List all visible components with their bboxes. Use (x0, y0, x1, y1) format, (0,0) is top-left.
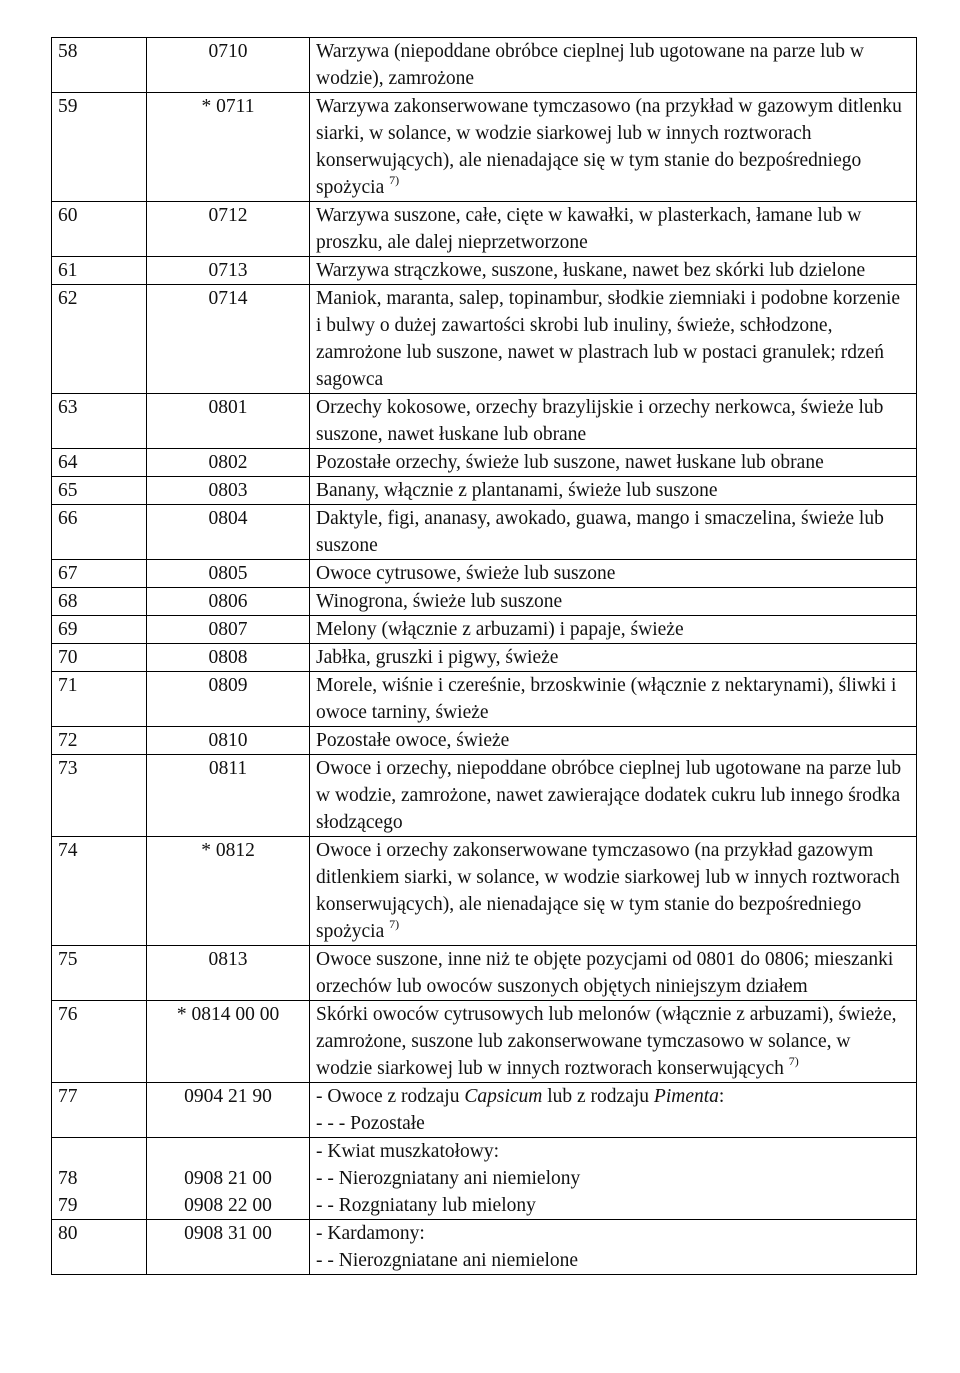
cn-code: 0811 (147, 755, 310, 837)
table-row-80 (52, 1220, 917, 1275)
table-row (52, 727, 917, 755)
table-row (52, 588, 917, 616)
table-row (52, 837, 917, 946)
table-row (52, 644, 917, 672)
group-header-capsicum: - Owoce z rodzaju Capsicum lub z rodzaju Pimenta: (316, 1086, 725, 1107)
table-row-77 (52, 1083, 917, 1138)
table-row-78-79 (52, 1138, 917, 1220)
row-description (310, 285, 917, 394)
group-item: - - Nierozgniatane ani niemielone (316, 1250, 579, 1271)
cn-code: 0712 (147, 202, 310, 257)
row-number: 65 (52, 477, 147, 505)
row-description (310, 755, 917, 837)
cn-code: 0802 (147, 449, 310, 477)
group-item: - - - Pozostałe (316, 1113, 425, 1134)
description-text: Jabłka, gruszki i pigwy, świeże (316, 647, 559, 668)
table-row (52, 93, 917, 202)
row-description (310, 477, 917, 505)
group-item: - - Nierozgniatany ani niemielony (316, 1168, 581, 1189)
description-text: Owoce cytrusowe, świeże lub suszone (316, 563, 616, 584)
row-description (310, 1220, 917, 1275)
row-number: 75 (52, 946, 147, 1001)
row-number: 72 (52, 727, 147, 755)
description-text: Morele, wiśnie i czereśnie, brzoskwinie (włącznie z nektarynami), śliwki i owoce tarniny, świeże (316, 675, 897, 723)
row-number: 61 (52, 257, 147, 285)
table-row (52, 946, 917, 1001)
row-description (310, 837, 917, 946)
row-number: 76 (52, 1001, 147, 1083)
group-header-cardamom: - Kardamony: (316, 1223, 425, 1244)
description-text: Warzywa strączkowe, suszone, łuskane, nawet bez skórki lub dzielone (316, 260, 866, 281)
cn-code: 0807 (147, 616, 310, 644)
table-row (52, 616, 917, 644)
cn-code: * 0814 00 00 (147, 1001, 310, 1083)
cn-code: * 0711 (147, 93, 310, 202)
description-text: Owoce i orzechy, niepoddane obróbce cieplnej lub ugotowane na parze lub w wodzie, zamrożone, nawet zawierające dodatek cukru lub innego środka słodzącego (316, 758, 902, 833)
table-row (52, 505, 917, 560)
row-description (310, 672, 917, 727)
row-number: 74 (52, 837, 147, 946)
row-description (310, 560, 917, 588)
description-text: Owoce i orzechy zakonserwowane tymczasowo (na przykład gazowym ditlenkiem siarki, w solance, w wodzie siarkowej lub w innych roztworach konserwujących), ale nienadające się w tym stanie do bezpośredniego spożycia (316, 840, 900, 942)
table-row (52, 477, 917, 505)
table-row (52, 1001, 917, 1083)
row-description (310, 202, 917, 257)
cn-code: 0803 (147, 477, 310, 505)
row-description (310, 588, 917, 616)
row-number: 63 (52, 394, 147, 449)
row-number: 69 (52, 616, 147, 644)
group-item: - - Rozgniatany lub mielony (316, 1195, 536, 1216)
table-row (52, 449, 917, 477)
row-description (310, 394, 917, 449)
row-number: 60 (52, 202, 147, 257)
cn-code: 0813 (147, 946, 310, 1001)
cn-code: 0804 (147, 505, 310, 560)
tariff-table (51, 37, 917, 1275)
cn-code: 0805 (147, 560, 310, 588)
table-row (52, 285, 917, 394)
row-description (310, 505, 917, 560)
row-number: 66 (52, 505, 147, 560)
row-number: 73 (52, 755, 147, 837)
description-text: Maniok, maranta, salep, topinambur, słodkie ziemniaki i podobne korzenie i bulwy o dużej zawartości skrobi lub inuliny, świeże, schłodzone, zamrożone lub suszone, nawet w plastrach lub w postaci granulek; rdzeń sagowca (316, 288, 901, 390)
row-number: 64 (52, 449, 147, 477)
table-body-groups (52, 1083, 917, 1275)
row-number: 62 (52, 285, 147, 394)
row-number: 67 (52, 560, 147, 588)
cn-code: * 0812 (147, 837, 310, 946)
group-header-muscat: - Kwiat muszkatołowy: (316, 1141, 500, 1162)
table-body (52, 38, 917, 1083)
table-row (52, 257, 917, 285)
row-number: 71 (52, 672, 147, 727)
row-number: 77 (52, 1083, 147, 1138)
description-text: Pozostałe owoce, świeże (316, 730, 510, 751)
row-description (310, 946, 917, 1001)
description-text: Owoce suszone, inne niż te objęte pozycjami od 0801 do 0806; mieszanki orzechów lub owoców suszonych objętych niniejszym działem (316, 949, 894, 997)
table-row (52, 394, 917, 449)
row-description (310, 1001, 917, 1083)
row-description (310, 38, 917, 93)
cn-code: 0810 (147, 727, 310, 755)
table-row (52, 202, 917, 257)
cn-code: 0714 (147, 285, 310, 394)
description-text: Warzywa suszone, całe, cięte w kawałki, w plasterkach, łamane lub w proszku, ale dalej nieprzetworzone (316, 205, 862, 253)
row-number: 70 (52, 644, 147, 672)
row-number: 68 (52, 588, 147, 616)
cn-code: 0809 (147, 672, 310, 727)
cn-code: 0713 (147, 257, 310, 285)
row-description (310, 727, 917, 755)
row-description (310, 616, 917, 644)
row-description (310, 1083, 917, 1138)
description-text: Melony (włącznie z arbuzami) i papaje, świeże (316, 619, 684, 640)
footnote-marker: 7) (389, 172, 400, 187)
description-text: Winogrona, świeże lub suszone (316, 591, 563, 612)
table-row (52, 38, 917, 93)
table-row (52, 755, 917, 837)
cn-code: 0808 (147, 644, 310, 672)
cn-code: 0908 31 00 (147, 1220, 310, 1275)
cn-code (147, 1138, 310, 1220)
description-text: Pozostałe orzechy, świeże lub suszone, nawet łuskane lub obrane (316, 452, 824, 473)
row-description (310, 1138, 917, 1220)
row-number-78: 78 (58, 1168, 78, 1189)
row-number-79: 79 (58, 1195, 78, 1216)
row-description (310, 644, 917, 672)
footnote-marker: 7) (788, 1053, 799, 1068)
cn-code-79: 0908 22 00 (184, 1195, 272, 1216)
row-number (52, 1138, 147, 1220)
row-description (310, 93, 917, 202)
description-text: Warzywa zakonserwowane tymczasowo (na przykład w gazowym ditlenku siarki, w solance, w wodzie siarkowej lub w innych roztworach konserwujących), ale nienadające się w tym stanie do bezpośredniego spożycia (316, 96, 902, 198)
row-description (310, 257, 917, 285)
description-text: Skórki owoców cytrusowych lub melonów (włącznie z arbuzami), świeże, zamrożone, suszone lub zakonserwowane tymczasowo w solance, w wodzie siarkowej lub w innych roztworach konserwujących (316, 1004, 897, 1079)
footnote-marker: 7) (389, 916, 400, 931)
cn-code: 0806 (147, 588, 310, 616)
description-text: Warzywa (niepoddane obróbce cieplnej lub ugotowane na parze lub w wodzie), zamrożone (316, 41, 864, 89)
row-number: 58 (52, 38, 147, 93)
cn-code: 0801 (147, 394, 310, 449)
cn-code: 0710 (147, 38, 310, 93)
description-text: Orzechy kokosowe, orzechy brazylijskie i orzechy nerkowca, świeże lub suszone, nawet łuskane lub obrane (316, 397, 884, 445)
description-text: Banany, włącznie z plantanami, świeże lub suszone (316, 480, 718, 501)
row-number: 59 (52, 93, 147, 202)
table-row (52, 672, 917, 727)
table-row (52, 560, 917, 588)
row-description (310, 449, 917, 477)
row-number: 80 (52, 1220, 147, 1275)
cn-code: 0904 21 90 (147, 1083, 310, 1138)
description-text: Daktyle, figi, ananasy, awokado, guawa, mango i smaczelina, świeże lub suszone (316, 508, 884, 556)
cn-code-78: 0908 21 00 (184, 1168, 272, 1189)
